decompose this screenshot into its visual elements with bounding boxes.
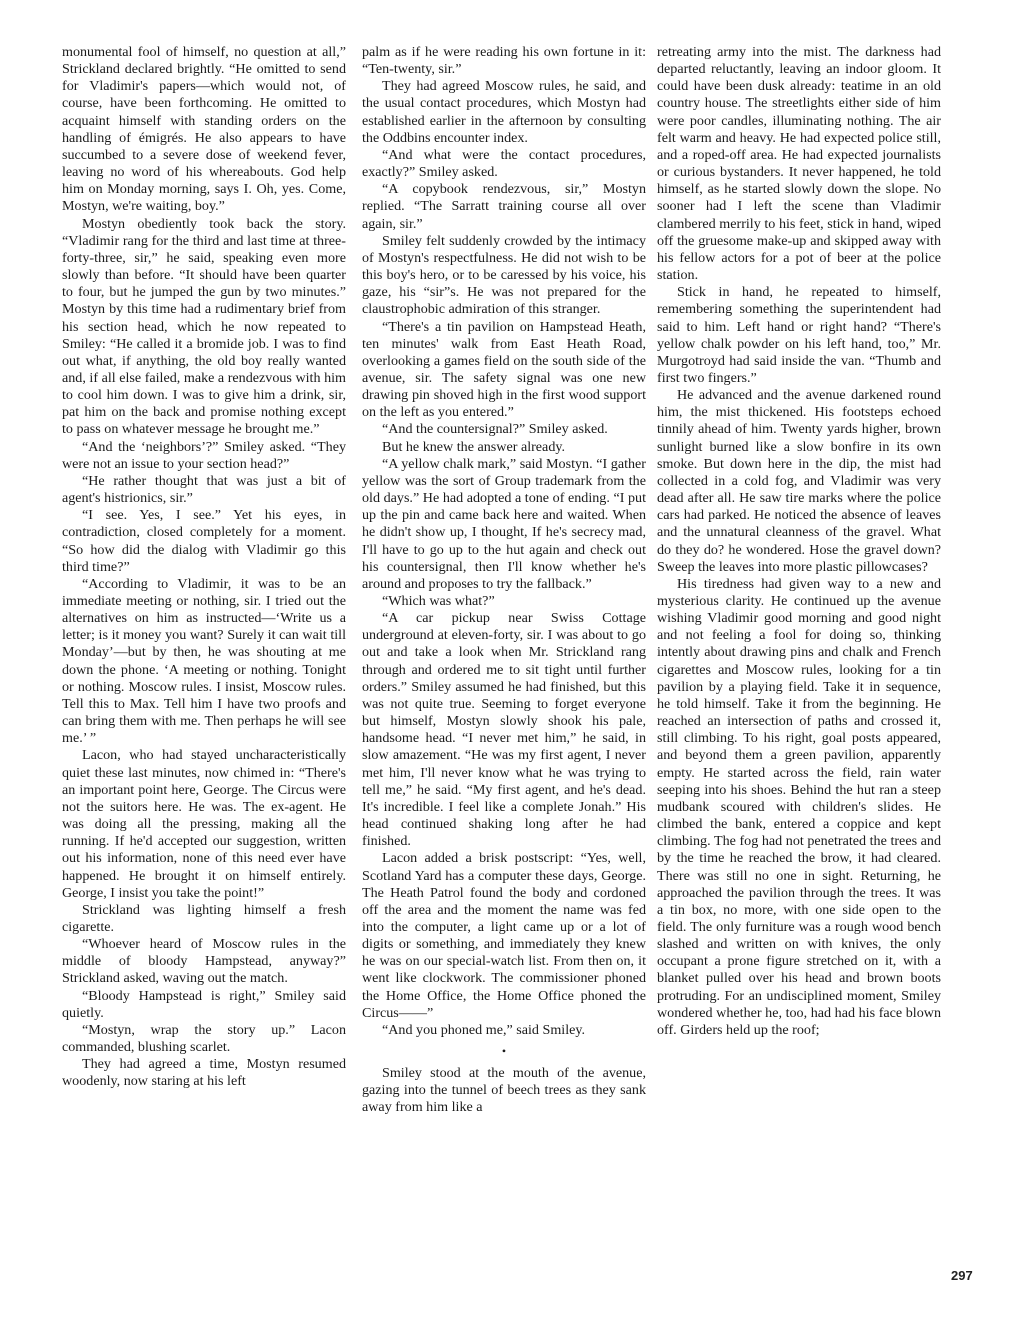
paragraph: “Which was what?” [382,593,495,609]
paragraph: Smiley stood at the mouth of the avenue, gazing into the tunnel of beech trees as they sank away from him like a [362,1065,646,1116]
paragraph: “A copybook rendezvous, sir,” Mostyn replied. “The Sarratt training course all over again, sir.” [362,181,646,232]
paragraph: Mostyn obediently took back the story. “Vladimir rang for the third and last time at three-forty-three, sir,” he said, speaking even more slowly than before. “It should have been quarter to four, but he jumped the gun by two minutes.” Mostyn by this time had a rudimentary brief from his section head, which he now repeated to Smiley: “He called it a bromide job. I was to find out what, if anything, the old boy really wanted and, if all else failed, make a rendezvous with him to cool him down. I was to give him a drink, sir, pat him on the back and promise nothing except to pass on whatever message he brought me.” [62,215,346,438]
paragraph: “According to Vladimir, it was to be an immediate meeting or nothing, sir. I tried out the alternatives on him as instructed—‘Write us a letter; is it money you want? Surely it can wait till Monday’—but by then, he was shouting at me down the phone. ‘A meeting or nothing. Tonight or nothing. Moscow rules. I insist, Moscow rules. Tell this to Max. Tell him I have two proofs and can bring them with me. Then perhaps he will see me.’ ” [62,575,346,747]
paragraph: Lacon added a brisk postscript: “Yes, well, Scotland Yard has a computer these days, George. The Heath Patrol found the body and cordoned off the area and the moment the name was fed into the computer, a light came up or a lot of digits or something, and immediately they knew he was on our special-watch list. From then on, it went like clockwork. The commissioner phoned the Home Office, the Home Office phoned the Circus——” [362,850,646,1021]
paragraph: “And the countersignal?” Smiley asked. [382,421,608,438]
paragraph: He advanced and the avenue darkened round him, the mist thickened. His footsteps echoed tinnily ahead of him. Twenty yards higher, brown sunlight burned like a slow bonfire in its own smoke. But down here in the dip, the mist had collected in a cold fog, and Vladimir was very dead after all. He saw tire marks where the police cars had parked. He noticed the absence of leaves and the unnatural cleanness of the gravel. What do they do? he wondered. Hose the gravel down? Sweep the leaves into more plastic pillowcases? [657,387,941,575]
paragraph: “I see. Yes, I see.” Yet his eyes, in contradiction, closed completely for a moment. “So how did the dialog with Vladimir go this third time?” [62,507,346,575]
paragraph: They had agreed Moscow rules, he said, and the usual contact procedures, which Mostyn had established earlier in the afternoon by consulting the Oddbins encounter index. [362,78,646,146]
paragraph: “And the ‘neighbors’?” Smiley asked. “They were not an issue to your section head?” [62,438,346,472]
text-column-2 [362,44,646,1117]
paragraph: palm as if he were reading his own fortune in it: “Ten-twenty, sir.” [362,44,646,78]
paragraph: “A car pickup near Swiss Cottage underground at eleven-forty, sir. I was about to go out and take a look when Mr. Strickland rang through and ordered me to sit tight until further orders.” Smiley assumed he had finished, but this was not quite true. Seeming to forget everyone but himself, Mostyn slowly shook his pale, handsome head. “I never met him,” he said, in slow amazement. “He was my first agent, I never met him, I'll never know what he was trying to tell me,” he said. “My first agent, and he's dead. It's incredible. I feel like a complete Jonah.” His head continued shaking long after he had finished. [362,610,646,850]
page-number: 297 [951,1268,973,1283]
text-column-3 [657,44,941,1039]
paragraph: Smiley felt suddenly crowded by the intimacy of Mostyn's respectfulness. He did not wish to be this boy's hero, or to be caressed by his voice, his gaze, his “sir”s. He was not prepared for the claustrophobic admiration of this stranger. [362,232,646,318]
paragraph: But he knew the answer already. [382,438,566,455]
paragraph: retreating army into the mist. The darkness had departed reluctantly, leaving an indoor gloom. It could have been dusk already: teatime in an old country house. The streetlights either side of him were poor candles, illuminating nothing. The air felt warm and heavy. He had expected police still, and a roped-off area. He had expected journalists or curious bystanders. It never happened, he told himself, as he started slowly down the slope. No sooner had I left the scene than Vladimir clambered merrily to his feet, stick in hand, wiped off the gruesome make-up and skipped away with his fellow actors for a pot of beer at the police station. [657,44,941,284]
paragraph: “He rather thought that was just a bit of agent's histrionics, sir.” [62,472,346,507]
paragraph: “A yellow chalk mark,” said Mostyn. “I gather yellow was the sort of Group trademark from the old days.” He had adopted a tone of ending. “I put up the pin and came back here and waited. When he didn't show up, I thought, If he's secrecy mad, I'll have to go up to the hut again and check out his countersignal, then I'll know whether he's around and proposes to try the fallback.” [362,455,646,592]
paragraph: “There's a tin pavilion on Hampstead Heath, ten minutes' walk from East Heath Road, overlooking a games field on the south side of the avenue, sir. The safety signal was one new drawing pin shoved high in the first wood support on the left as you entered.” [362,318,646,421]
paragraph: “And you phoned me,” said Smiley. [382,1021,586,1038]
paragraph: They had agreed a time, Mostyn resumed woodenly, now staring at his left [62,1056,346,1090]
text-column-1 [62,44,346,1091]
paragraph: Lacon, who had stayed uncharacteristically quiet these last minutes, now chimed in: “There's an important point here, George. The Circus were not the suitors here. He was. The ex-agent. He was doing all the pressing, making all the running. If he'd accepted our suggestion, written out his information, none of this need ever have happened. He brought it on himself entirely. George, I insist you take the point!” [62,747,346,901]
paragraph: “Mostyn, wrap the story up.” Lacon commanded, blushing scarlet. [62,1021,346,1056]
paragraph: “Whoever heard of Moscow rules in the middle of bloody Hampstead, anyway?” Strickland asked, waving out the match. [62,936,346,987]
paragraph: “And what were the contact procedures, exactly?” Smiley asked. [362,146,646,181]
paragraph: Stick in hand, he repeated to himself, remembering something the superintendent had said to him. Left hand or right hand? “There's yellow chalk powder on his left hand, too,” Mr. Murgotroyd had said inside the van. “Thumb and first two fingers.” [657,284,941,386]
paragraph: monumental fool of himself, no question at all,” Strickland declared brightly. “He omitted to send for Vladimir's papers—which would not, of course, have been forthcoming. He omitted to acquaint himself with standing orders on the handling of émigrés. He also appears to have succumbed to a severe dose of weekend fever, leaving no word of his whereabouts. God help him on Monday morning, says I. Oh, yes. Come, Mostyn, we're waiting, boy.” [62,44,346,215]
paragraph: “Bloody Hampstead is right,” Smiley said quietly. [62,987,346,1021]
section-break-bullet: • [501,1044,507,1059]
paragraph: Strickland was lighting himself a fresh cigarette. [62,901,346,935]
paragraph: His tiredness had given way to a new and mysterious clarity. He continued up the avenue wishing Vladimir good morning and good night and not feeling a fool for doing so, thinking intently about drawing pins and chalk and French cigarettes and Moscow rules, looking for a tin pavilion by a playing field. Take it in sequence, he told himself. Take it from the beginning. He reached an intersection of paths and crossed it, still climbing. To his right, goal posts appeared, and beyond them a green pavilion, apparently empty. He started across the field, rain water seeping into his shoes. Behind the hut ran a steep mudbank scoured with children's slides. He climbed the bank, entered a coppice and kept climbing. The fog had not penetrated the trees and by the time he reached the brow, it had cleared. There was still no one in sight. Returning, he approached the pavilion through the trees. It was a tin box, no more, with one side open to the field. The only furniture was a rough wood bench slashed and written on with knives, the only occupant a prone figure stretched on it, with a blanket pulled over his head and brown boots protruding. For an undisciplined moment, Smiley wondered whether he, too, had had his face blown off. Girders held up the roof; [657,575,941,1038]
